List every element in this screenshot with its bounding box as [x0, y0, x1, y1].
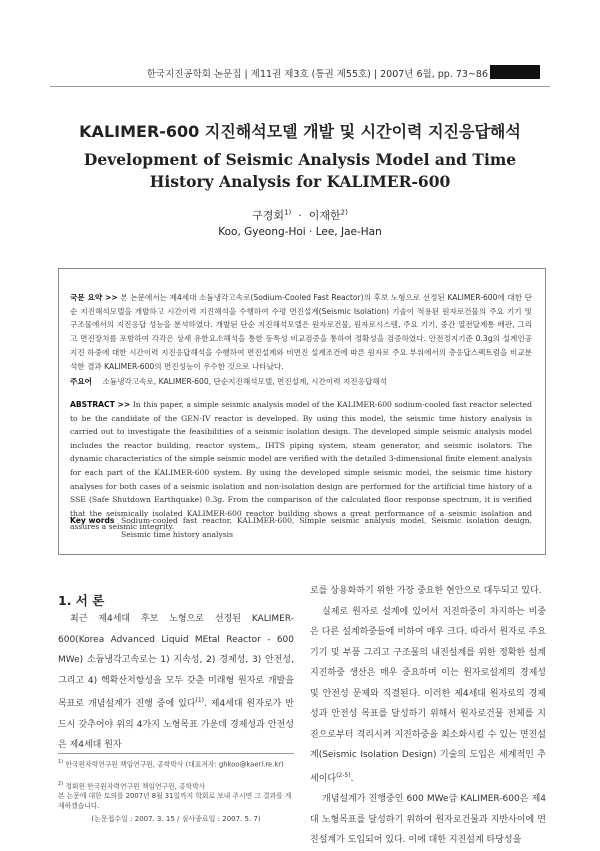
body-column-right	[310, 581, 546, 851]
keywords-english-label: Key words	[70, 516, 115, 525]
journal-header	[60, 66, 540, 80]
keywords-korean-text: 소듐냉각고속로, KALIMER-600, 단순지진해석모델, 면진설계, 시간이력 지진응답해석	[102, 377, 387, 386]
author-separator: ·	[291, 209, 309, 222]
footnote-2-text: 정회원·한국원자력연구원 책임연구원, 공학박사	[65, 782, 206, 791]
body-paragraph: 개념설계가 진행중인 600 MWe급 KALIMER-600은 제4대 노형목표를 달성하기 위하여 원자로건물과 지반사이에 면진설계가 도입되어 있다. 이에 대한 지진설계 타당성을	[310, 794, 546, 845]
body-paragraph: 로를 상용화하기 위한 가장 중요한 현안으로 대두되고 있다.	[310, 586, 542, 596]
author-2: 이재한	[308, 209, 341, 222]
keywords-english	[70, 514, 532, 541]
received-dates: (논문접수일 : 2007. 3. 15 / 심사종료일 : 2007. 5. 7)	[91, 815, 261, 823]
abstract-english-text: In this paper, a simple seismic analysis model of the KALIMER-600 sodium-cooled fast reactor selected to be the candidate of the GEN-IV reactor is developed. By using this model, the seismic time history analysis is carried out to investigate the feasibilities of a seismic isolation design. The developed simple seismic analysis model includes the reactor building, reactor system,, IHTS piping system, steam generator, and seismic isolators. The dynamic characteristics of the simple seismic model are verified with the detailed 3-dimensional finite element analysis for each part of the KALIMER-600 system. By using the developed simple seismic model, the seismic time history analyses for both cases of a seismic isolation and non-isolation design are performed for the artificial time history of a SSE (Safe Shutdown Earthquake) 0.3g. From the comparison of the calculated floor response spectrum, it is verified that the seismically isolated KALIMER-600 reactor building shows a great performance of a seismic isolation and assures a seismic integrity.	[70, 400, 532, 532]
keywords-korean-label: 주요어	[70, 377, 93, 386]
abstract-korean-text: 본 논문에서는 제4세대 소듐냉각고속로(Sodium-Cooled Fast Reactor)의 후보 노형으로 선정된 KALIMER-600에 대한 단순 지진해석모델을 개발하고 시간이력 지진해석을 수행하여 수평 면진설계(Seismic Isolation) 기술이 적용된 원자로건물의 주요 기기 및 구조물에서의 지진응답 성능을 분석하였다. 개발된 단순 지진해석모델은 원자로건물, 원자로시스템, 주요 기기, 중간 열전달계통 배관, 그리고 면진장치를 포함하여 각각은 상세 유한요소해석을 통한 동특성 비교검증을 통하여 정확성을 검증하였다. 안전정지기준 0.3g의 설계인공지진 하중에 대한 시간이력 지진응답해석을 수행하여 면진설계와 비면진 설계조건에 따른 원자로 주요 부위에서의 층응답스펙트럼을 비교분석한 결과 KALIMER-600의 면진성능이 우수한 것으로 나타났다.	[70, 293, 533, 371]
footnote-rule	[58, 753, 294, 754]
footnote-2-mark: 2)	[58, 781, 64, 787]
author-2-affil: 2)	[340, 208, 348, 217]
title-english: Development of Seismic Analysis Model and Time History Analysis for KALIMER-600	[83, 150, 517, 191]
author-1-affil: 1)	[284, 208, 292, 217]
footnote-1	[58, 757, 294, 769]
citation-ref: (2-5)	[336, 771, 351, 779]
footnote-1-mark: 1)	[58, 759, 64, 765]
paragraph-text: 최근 제4세대 후보 노형으로 선정된 KALIMER-600(Korea Advanced Liquid MEtal Reactor - 600 MWe) 소듐냉각고속로는 1) 지속성, 2) 경제성, 3) 안전성, 그리고 4) 핵확산저항성을 모두 갖춘 미래형 원자로 개발을 목표로 개념설계가 진행 중에 있다	[58, 614, 294, 709]
body-paragraph	[310, 602, 546, 790]
authors-english: Koo, Gyeong-Hoi · Lee, Jae-Han	[218, 226, 382, 238]
footnote-1-text: 한국원자력연구원 책임연구원, 공학박사 (대표저자: ghkoo@kaeri.re.kr)	[65, 760, 284, 769]
citation-ref: (1)	[195, 697, 204, 704]
abstract-korean-label: 국문 요약 >>	[70, 293, 118, 302]
paragraph-text: 실제로 원자로 설계에 있어서 지진하중이 차지하는 비중은 다른 설계하중들에 비하여 매우 크다. 따라서 원자로 주요 기기 및 부품 그리고 구조물의 내진설계를 위한 정확한 설계지진하중 생산은 매우 중요하며 이는 원자로설계의 경제성 및 안전성 문제와 직결된다. 이러한 제4세대 원자로의 경제성과 안전성 목표를 달성하기 위해서 원자로건물 전체를 지진으로부터 격리시켜 지진하중을 최소화시킬 수 있는 면진설계(Seismic Isolation Design) 기술의 도입은 세계적인 추세이다	[310, 606, 546, 784]
footnote-2	[58, 779, 294, 791]
body-paragraph	[58, 609, 294, 756]
header-rule	[50, 86, 550, 87]
authors-korean	[0, 207, 600, 223]
keywords-korean	[70, 375, 532, 389]
title-korean: KALIMER-600 지진해석모델 개발 및 시간이력 지진응답해석	[79, 122, 521, 141]
abstract-korean	[70, 291, 532, 373]
journal-citation: 한국지진공학회 논문집 | 제11권 제3호 (통권 제55호) | 2007년 6월, pp. 73~86	[146, 69, 488, 80]
paragraph-text: .	[350, 773, 354, 784]
author-1: 구경회	[252, 209, 285, 222]
section-heading: 1. 서 론	[58, 593, 105, 608]
header-black-block	[490, 65, 540, 79]
body-column-left	[58, 609, 294, 756]
footnote-discussion: 본 논문에 대한 토의를 2007년 8월 31일까지 학회로 보내 주시면 그 결과를 게재하겠습니다.	[58, 792, 292, 810]
paragraph-text: . 제4세대 원자로가 반드시 갖추어야 위의 4가지 노형목표 가운데 경제성과 안전성은 제4세대 원자	[58, 699, 294, 750]
keywords-english-text: Sodium-cooled fast reactor, KALIMER-600, Simple seismic analysis model, Seismic isolation design, Seismic time history analysis	[121, 516, 532, 539]
abstract-english-label: ABSTRACT >>	[70, 400, 131, 409]
